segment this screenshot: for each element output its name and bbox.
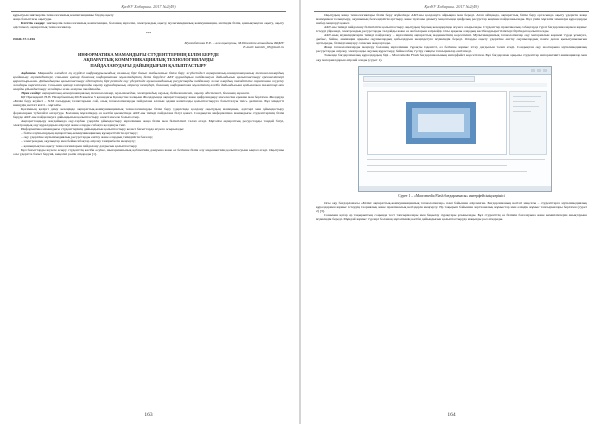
right-page-body — [316, 13, 587, 221]
body-paragraph: Оқытудың жаңа технологиялары білім беру жүйесінде АКТ-ны қолдануға айрықша мән береді. Атап айтқанда, ақпараттық білім беру ортасында оқыту үдерісін жаңа мазмұнмен толықтыру, оқушының белсенділігін арттыру, жеке тұлғаны дамыту мақсатында цифрлық ресурстар кеңінен пайдаланылады. Бұл үшін мұғалім заманауи құралдарды шебер меңгеруі қажет. — [316, 13, 587, 26]
abstract-label: Аңдатпа. — [21, 70, 37, 75]
figure-stage-area — [367, 91, 507, 155]
keywords2-text: ақпараттық-коммуникациялық технологиялар, мультимедиа, электрондық оқулық, бейнеконтент, оқыту әдістемесі, болашақ мұғалім. — [42, 90, 250, 95]
list-item: – электрондық оқулықтар мен бейнесабақтар әзірлеу тәжірибесін меңгерту; — [21, 139, 136, 144]
body-paragraph: Сонымен қатар әр тақырыптың соңында тест тапсырмалары мен бақылау сұрақтары ұсынылады. Бұл студенттің өз білімін бағалауына және кемшіліктерін анықтауына мүмкіндік береді. Мұндай жұмыс түрлері болашақ мұғалімнің кәсіби дайындығын қалыптастыруда маңызды рөл атқарады. — [316, 212, 587, 221]
keywords-paragraph — [13, 21, 284, 29]
title-line: ИНФОРМАТИКА МАМАНДЫҒЫ СТУДЕНТТЕРІНІҢ БІЛІМ БЕРУДЕ — [78, 52, 219, 58]
keywords-text: зияткерлік-технологиялық компетенция, болашақ мұғалім, электрондық оқыту, мультимедиялық коммуникация, мәтіндік білім, қашықтықтан оқыту, оқыту әдістемесі, ақпараттық технологиялар. — [13, 21, 284, 30]
figure-caption: Сурет 1 – «Macromedia Flash бағдарламасы» интерфейсінің көрінісі — [398, 193, 505, 198]
body-paragraph: Бұл бағыттарды жүзеге асыру студенттің кәсіби өсуіне, шығармашылық қабілетінің дамуына және өз бетінше білім алу мәдениетінің қалыптасуына ықпал етеді. Оқытушы осы үдерісте бағыт беруші, кеңесші рөлін атқарады [1]. — [13, 147, 284, 156]
figure-minimize-icon — [531, 69, 535, 72]
title-line: АҚПАРАТТЫҚ КОММУНИКАЦИЯЛЫҚ ТЕХНОЛОГИЯЛАРДЫ — [83, 57, 214, 63]
keywords-label: Кілттік сөздер: — [21, 21, 46, 26]
figure-side-line — [513, 106, 539, 108]
body-paragraph: Қоғамның қазіргі даму кезеңінде ақпараттық-коммуникациялық технологияларды білім беру үдерісінде қолдану оқытудың мазмұнын, әдістері мен ұйымдастыру формаларын түбегейлі өзгертуде. Болашақ мұғалімдер өз кәсіби қызметінде АКТ-ны тиімді пайдалана білуі қажет. Сондықтан информатика мамандығы студенттерінің білім беруде АКТ-ны пайдалануға дайындығын қалыптастыру өзекті мәселе болып отыр. — [13, 107, 284, 120]
title-line: ПАЙДАЛАНУДАҒЫ ДАЙЫНДЫҒЫН ҚАЛЫПТАСТЫРУ — [90, 62, 207, 68]
figure-status-bar — [359, 186, 551, 191]
figure-maximize-icon — [537, 69, 541, 72]
figure-timeline — [367, 171, 527, 173]
figure-address-bar — [363, 76, 475, 82]
intro-line: жаңа бағыттағы оқытуды. — [13, 17, 53, 22]
intro-line: құрылуын зияткерлік-технологиялық компетенцияны біздің оқыту — [13, 13, 114, 17]
header-rule — [314, 11, 589, 12]
page-number-left: 163 — [144, 412, 153, 418]
article-title — [13, 52, 284, 67]
page-number-right: 164 — [447, 412, 456, 418]
right-page — [306, 0, 597, 424]
figure-side-line — [513, 96, 541, 98]
figure-side-line — [513, 111, 531, 113]
figure-timeline — [367, 165, 507, 167]
figure-menu-bar — [363, 83, 547, 87]
list-item: – қашықтықтан оқыту технологияларын пайдалану дағдысын қалыптастыру. — [21, 143, 138, 148]
body-paragraph: Төменде бағдарламалық құралдардың бірі – Macromedia Flash бағдарламасының интерфейсі көрсетілген. Бұл бағдарлама арқылы студенттер интерактивті анимациялар мен оқу материалдарын әзірлей алады (сурет 1). — [316, 53, 587, 62]
running-header-right: ҚазҰУ Хабаршы. 2017 №2(49) — [424, 4, 479, 9]
figure-close-icon — [543, 69, 547, 72]
body-paragraph: ҚР Президенті Н.Ә. Назарбаевтың 2018 жылғы 5 қазандағы Қазақстан халқына Жолдауында ақпараттандыру және цифрландыру мәселесіне ерекше мән берілген. Жолдауда «Білім беру жүйесі – ХХІ ғасырдың талаптарына сай, озық технологияларды пайдалана алатын адами капиталды қалыптастыруға бағытталуы тиіс» делінген. Бұл міндетті шешудің негізгі кілті – мұғалім. — [13, 94, 284, 108]
figure-side-panel — [509, 91, 547, 155]
figure-window-titlebar — [359, 67, 551, 75]
figure-side-line — [513, 101, 535, 103]
running-header-left: ҚазҰУ Хабаршы. 2017 №2(49) — [121, 4, 176, 9]
body-paragraph: АКТ-ның мүмкіндіктерін тиімді пайдалану – мұғалімнің ақпараттық мәдениетінің көрсеткіші. Мультимедиялық технологиялар оқу материалын көрнекі түрде ұсынуға, дыбыс, бейне, анимация арқылы оқушылардың қабылдауын жеңілдетуге мүмкіндік береді. Оларды оқыту үдерісіне енгізу оқушылардың пәнге деген қызығушылығын арттырады, білімді меңгеру сапасын жақсартады. — [316, 33, 587, 46]
abstract — [13, 71, 284, 91]
author-line: Мусанбетова Е.Е. – аға оқытушы, М.Өтемісов атындағы БҚМУ — [184, 41, 284, 46]
figure-timeline — [367, 159, 545, 161]
left-page — [3, 0, 294, 424]
body-paragraph: Ақпараттандыру жағдайында оқу-тәрбие үдерісін ұйымдастыру мұғалімнен жаңа білім мен біліктілікті талап етеді. Мұғалім ақпараттық ресурстарды таңдай білуі, электрондық оқу құралдарын әзірлеуі және оларды сабақта қолдануы тиіс. — [13, 119, 284, 128]
body-paragraph: Осы оқу бағдарламасы «Білім: ақпараттық-коммуникациялық технологиялар» пәні бойынша әзірленген. Бағдарламаның негізгі мақсаты – студенттерге мультимедиялық құралдармен жұмыс істеудің теориялық және практикалық негіздерін меңгерту. Әр тақырып бойынша зертханалық жұмыстар мен өзіндік жұмыс тапсырмалары берілген (сурет 2) [3]. — [316, 200, 587, 213]
body-paragraph: АКТ-ны тиімді пайдалану біліктілігін қалыптастыру оқытудың барлық кезеңдерінде жүзеге асырылады. Студенттер практикалық сабақтарда түрлі бағдарламалармен жұмыс істеуді үйренеді, электрондық ресурстарды талдайды және өз жобаларын әзірлейді. Осы арқылы олардың кәсіби құзыреттіліктері біртіндеп қалыптасады. — [316, 25, 587, 34]
body-paragraph: Жаңа технологияларды меңгеру болашақ мұғалімнен тұрақты ізденісті, өз бетінше жұмыс істеу дағдысын талап етеді. Сондықтан оқу жоспарына мультимедиялық ресурстарды әзірлеу, электронды оқулық құрастыру, бейнесабақ түсіру сияқты тапсырмалар енгізіледі. — [316, 45, 587, 54]
header-rule — [11, 11, 286, 12]
udc-code: ӘОЖ 37.1.016 — [13, 37, 36, 42]
list-item: – оқу үдерісіне мультимедиялық ресурстарды енгізу және олардың тиімділігін бағалау; — [21, 135, 153, 140]
keywords2-label: Тірек сөздер: — [21, 90, 42, 95]
separator-stars: *** — [145, 31, 152, 36]
list-item: – білім алушылардың ақпараттық-коммуникациялық құзыреттілігін арттыру; — [21, 131, 138, 136]
body-paragraph: Информатика мамандығы студенттерінің дайындығын қалыптастыру келесі бағыттарда жүзеге асырылады: — [21, 127, 185, 132]
figure-stage-graphic — [418, 114, 464, 132]
left-page-body — [13, 13, 284, 156]
abstract-text: Мақалада әлемдегі ең күрделі инфрақұрылымдық саланың бірі болып табылатын білім беру жүйесіндегі ақпараттық-коммуникациялық технологиялардың қолданылу мүмкіндіктері, сонымен қатар болашақ информатика мұғалімдерінің білім берудегі АКТ құралдарын пайдалануға дайындығын қалыптастыру ерекшеліктері қарастырылған. Дайындықты қалыптастыру әдістерінің бірі ретінде оқу үдерісінде мультимедиялық ресурстарды пайдалану және олардың тиімділігіне сараптама жүргізу жолдары көрсетілген. Сонымен қатар электронды оқыту құралдарының әзірлену кезеңдері, болашақ информатика мұғалімінің кәсіби дайындығына қойылатын талаптар мен оларды ұйымдастыру жолдары жан-жақты талданады. — [13, 70, 284, 91]
book-spine — [299, 0, 301, 424]
figure-flash-interface — [358, 66, 552, 192]
author-email: E-mail: kamish_93@mail.ru — [243, 45, 284, 50]
